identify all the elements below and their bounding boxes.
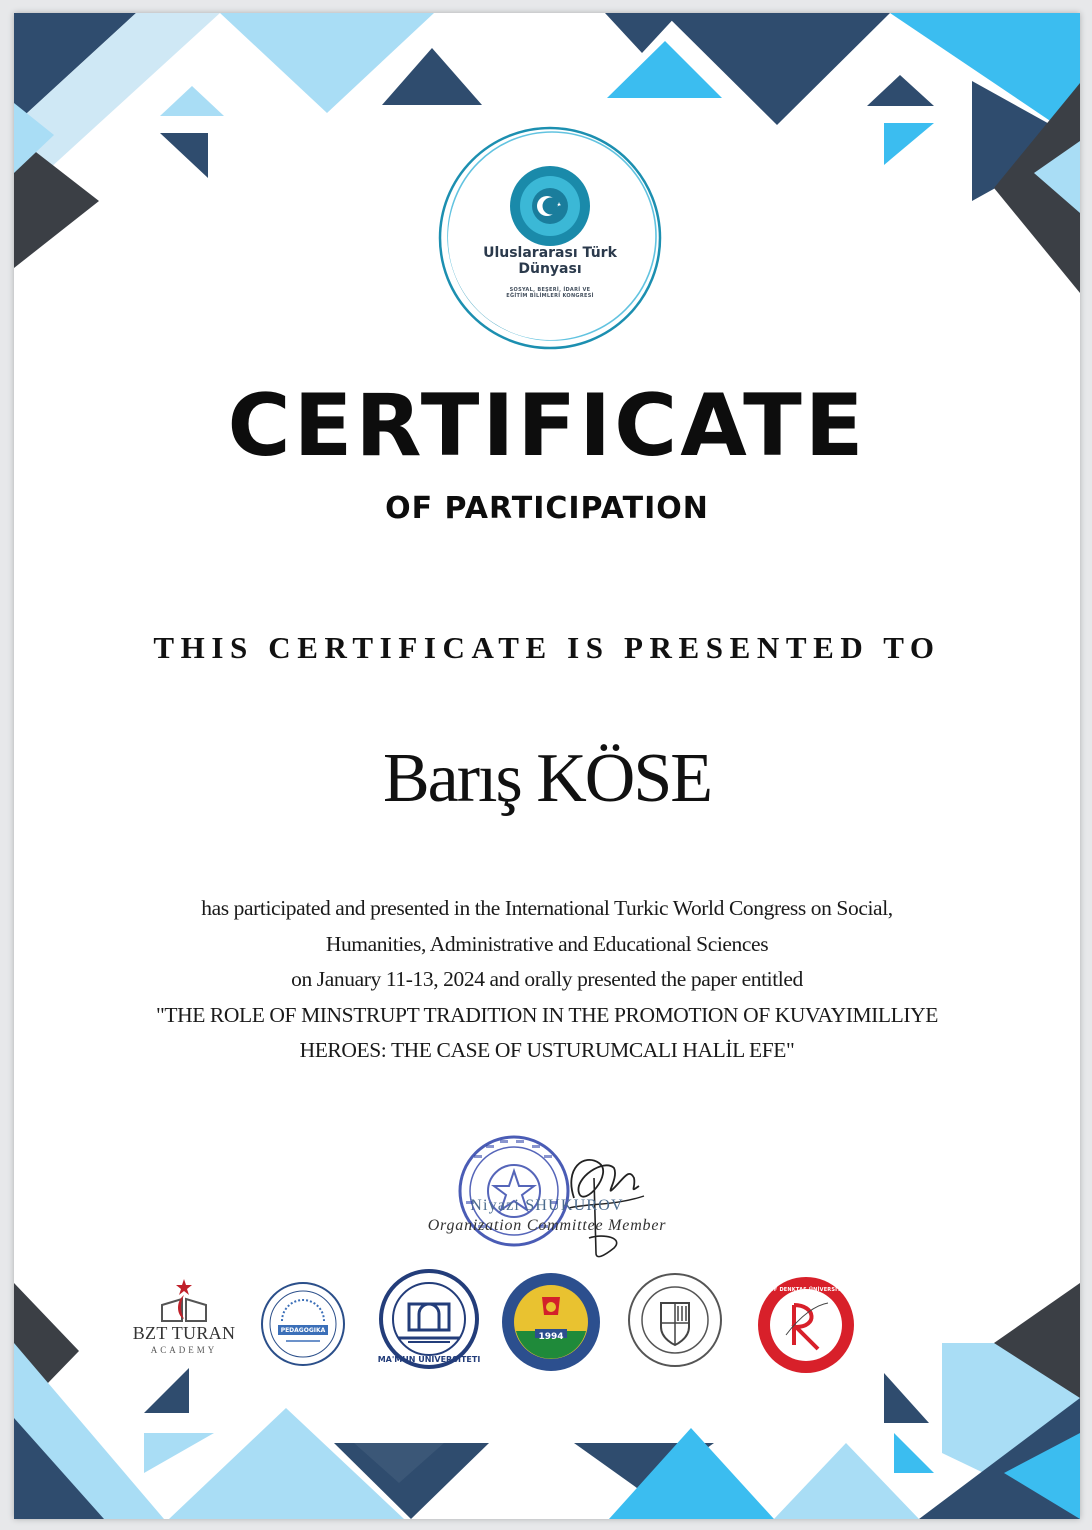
body-line-2: Humanities, Administrative and Educational Sciences	[325, 931, 769, 956]
pedagogika-logo-text: PEDAGOGIKA	[280, 1327, 326, 1334]
presented-to-heading: THIS CERTIFICATE IS PRESENTED TO	[153, 630, 941, 665]
certificate-page	[14, 13, 1080, 1519]
valencia-university-seal	[626, 1271, 724, 1369]
emblem-title	[432, 245, 668, 277]
certificate-subtitle: OF PARTICIPATION	[385, 491, 709, 526]
emblem-subtitle-line1: SOSYAL, BEŞERİ, İDARİ VE	[509, 287, 591, 293]
signatory-role: Organization Committee Member	[427, 1217, 667, 1234]
emblem-title-line2: Dünyası	[518, 261, 582, 277]
emblem-subtitle-line2: EĞİTİM BİLİMLERİ KONGRESİ	[506, 293, 594, 299]
certificate-title: CERTIFICATE	[227, 376, 867, 476]
pedagogika-institute-logo	[260, 1281, 346, 1367]
bzt-turan-subtitle: ACADEMY	[150, 1345, 218, 1355]
body-line-4: "THE ROLE OF MINSTRUPT TRADITION IN THE PROMOTION OF KUVAYIMILLIYE	[155, 1002, 939, 1027]
emblem-title-line1: Uluslararası Türk	[483, 245, 617, 261]
rauf-denktas-logo-text: RAUF DENKTAŞ ÜNİVERSİTESİ	[761, 1287, 851, 1293]
body-line-5: HEROES: THE CASE OF USTURUMCALI HALİL EFE"	[299, 1038, 795, 1062]
signatory-name: Niyazi SHUKUROV	[470, 1197, 624, 1214]
certificate-body	[74, 891, 1020, 1069]
bzt-turan-logo-icon	[154, 1275, 214, 1323]
mamun-logo-text: MA'MUN UNIVERSITETI	[377, 1355, 481, 1364]
congress-emblem-logo	[432, 120, 668, 356]
emblem-subtitle	[432, 287, 668, 299]
recipient-name: Barış KÖSE	[382, 740, 712, 817]
body-line-1: has participated and presented in the International Turkic World Congress on Social,	[201, 896, 893, 920]
university-1994-logo	[500, 1271, 602, 1373]
body-line-3: on January 11-13, 2024 and orally presented the paper entitled	[291, 967, 803, 991]
year-1994-label: 1994	[538, 1332, 564, 1342]
bzt-turan-name: BZT TURAN	[132, 1323, 236, 1343]
